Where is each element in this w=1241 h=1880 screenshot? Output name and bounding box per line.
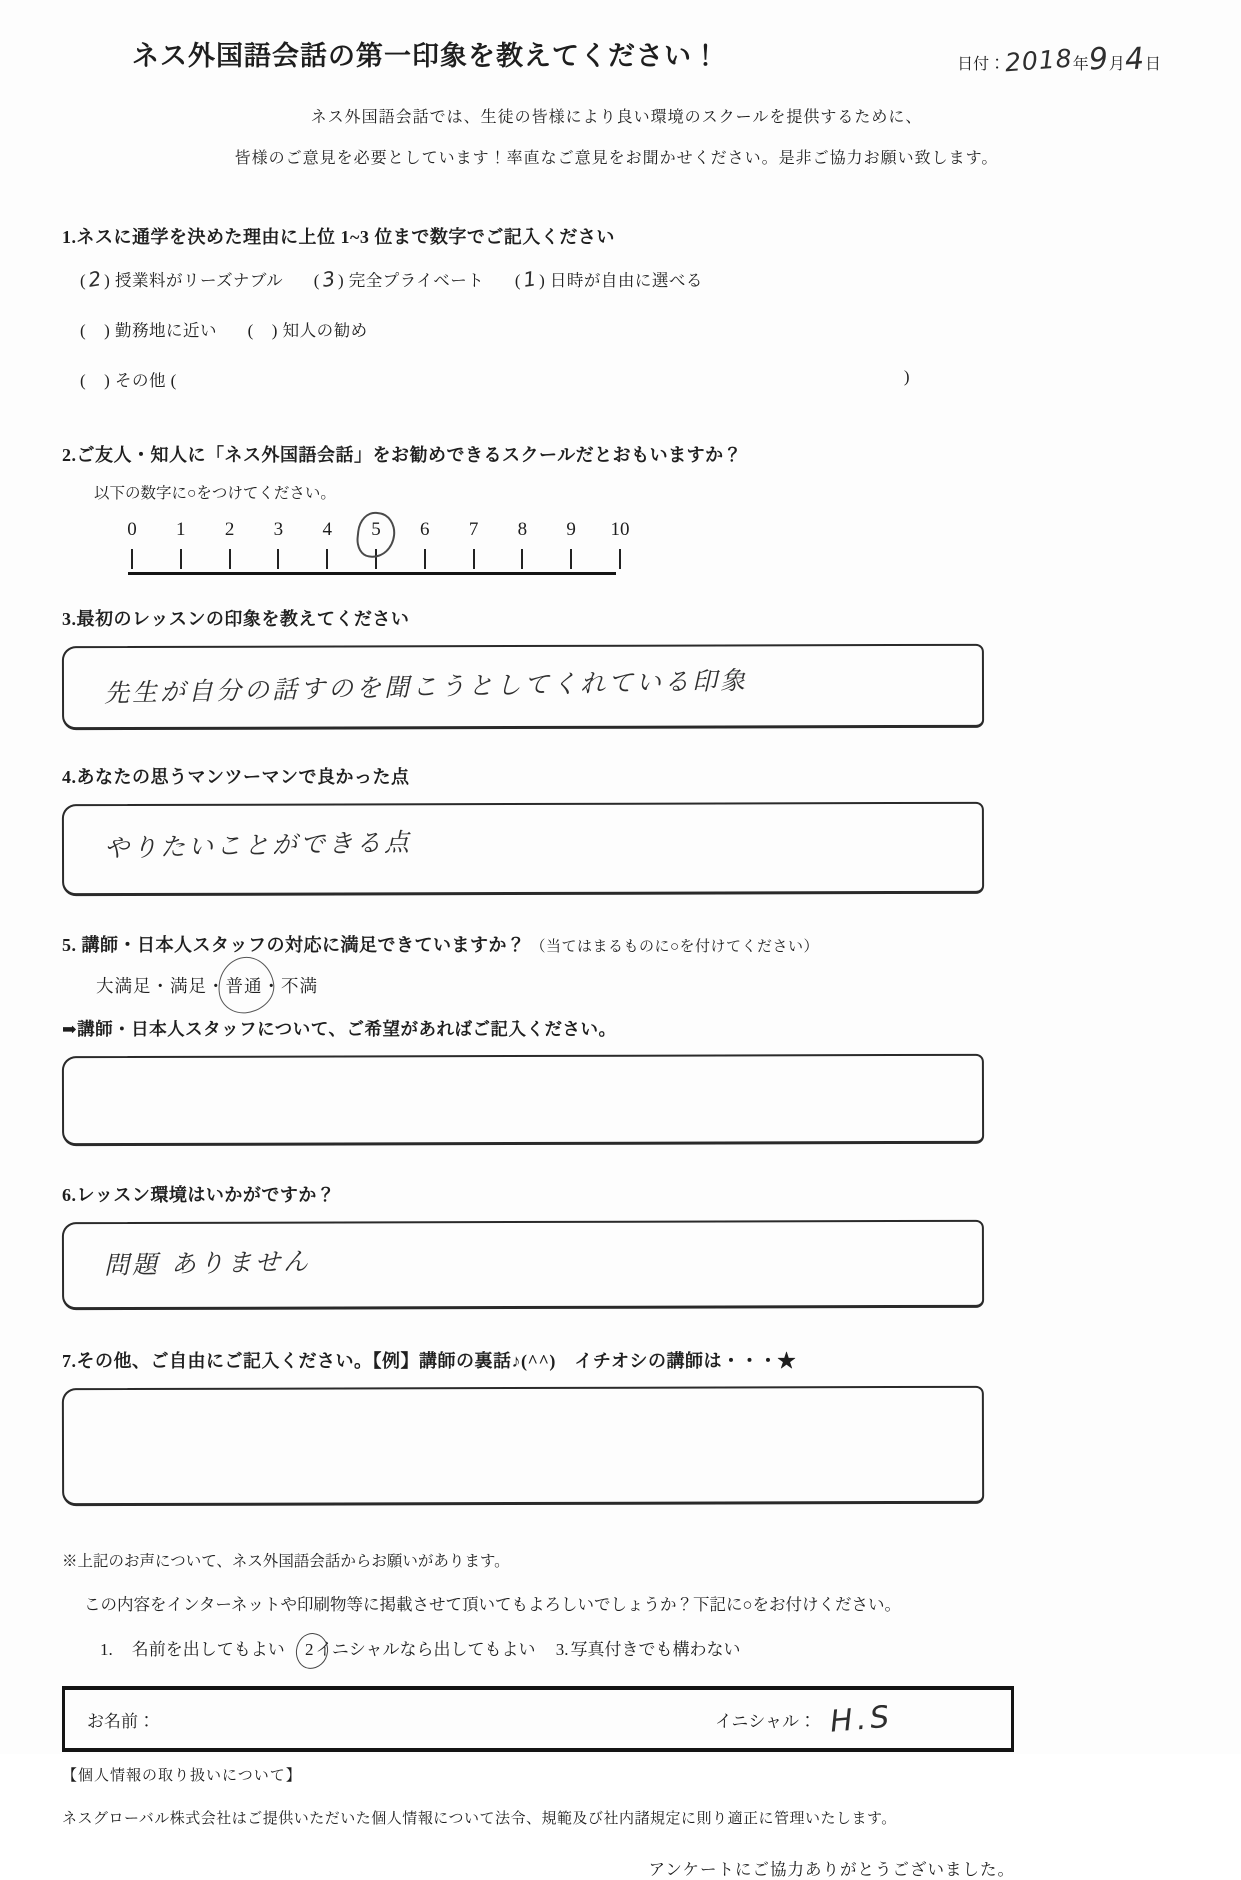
q2-instruction: 以下の数字に○をつけてください。	[94, 485, 336, 502]
scale-number: 8	[500, 519, 544, 569]
name-label: お名前：	[87, 1711, 155, 1731]
page-title: ネス外国語会話の第一印象を教えてください！	[132, 41, 720, 71]
q1-options-row-2	[80, 317, 1171, 341]
q1-other-blank	[177, 367, 904, 391]
q7-answer-box	[62, 1386, 984, 1506]
q1-title: 1.ネスに通学を決めた理由に上位 1~3 位まで数字でご記入ください	[62, 227, 615, 247]
privacy-heading: 【個人情報の取り扱いについて】	[62, 1768, 302, 1784]
scale-number: 10	[598, 519, 642, 569]
publication-question: この内容をインターネットや印刷物等に掲載させて頂いてもよろしいでしょうか？下記に○をお付けください。	[84, 1595, 901, 1614]
recommend-scale	[110, 519, 642, 575]
initial-field	[715, 1698, 895, 1740]
q1-option-private: (3) 完全プライベート	[313, 266, 485, 292]
publication-options	[98, 1635, 1171, 1660]
q3-answer-box	[62, 644, 984, 730]
question-4	[62, 763, 1171, 895]
q1-options-row-3: ( ) その他 ( )	[80, 367, 910, 390]
initial-handwritten: H.S	[828, 1698, 895, 1740]
q7-title: 7.その他、ご自由にご記入ください。【例】講師の裏話♪(^^) イチオシの講師は・・・★	[62, 1351, 797, 1371]
q1-rank-handwritten: 3	[320, 266, 338, 292]
q5-title-note: （当てはまるものに○を付けてください）	[530, 939, 820, 955]
date-field	[957, 34, 1161, 77]
question-5	[62, 931, 1171, 1145]
q1-option-referral: ( ) 知人の勧め	[247, 321, 368, 340]
question-2	[62, 441, 1171, 575]
q1-option-workplace: ( ) 勤務地に近い	[80, 321, 217, 340]
date-year-handwritten: 2018	[1004, 43, 1074, 78]
initial-label: イニシャル：	[715, 1711, 816, 1731]
scale-numbers	[110, 519, 642, 569]
date-year-suffix: 年	[1072, 56, 1089, 73]
pub-option-photo-ok: 3. 写真付きでも構わない	[555, 1640, 741, 1659]
scale-number: 2	[208, 519, 252, 569]
q1-options-row-1	[80, 267, 1171, 291]
date-day-suffix: 日	[1144, 56, 1161, 73]
q5-option: 大満足	[96, 976, 152, 996]
scale-number: 7	[452, 519, 496, 569]
q5-options: 大満足・満足・普通・不満	[96, 973, 1171, 998]
q3-handwritten-answer: 先生が自分の話すのを聞こうとしてくれている印象	[103, 665, 749, 708]
q2-title: 2.ご友人・知人に「ネス外国語会話」をお勧めできるスクールだとおもいますか？	[62, 445, 743, 465]
scale-number: 5	[354, 519, 398, 569]
date-day-handwritten: 4	[1123, 41, 1147, 78]
q5-option: 不満	[281, 976, 318, 996]
q1-rank-handwritten: 2	[86, 266, 104, 292]
date-label: 日付：	[957, 56, 1006, 73]
header	[62, 34, 1171, 77]
question-3	[62, 605, 1171, 729]
q4-answer-box	[62, 802, 984, 896]
thanks-message: アンケートにご協力ありがとうございました。	[648, 1860, 1015, 1879]
scale-number: 0	[110, 519, 154, 569]
q6-answer-box	[62, 1220, 984, 1310]
date-month-handwritten: 9	[1087, 41, 1111, 78]
date-month-suffix: 月	[1108, 56, 1125, 73]
publication-note: ※上記のお声について、ネス外国語会話からお願いがあります。	[62, 1553, 510, 1570]
intro-line-2: 皆様のご意見を必要としています！率直なご意見をお聞かせください。是非ご協力お願い致します。	[234, 150, 999, 167]
q3-title: 3.最初のレッスンの印象を教えてください	[62, 609, 410, 629]
q1-option-schedule: (1) 日時が自由に選べる	[514, 266, 703, 292]
intro-line-1: ネス外国語会話では、生徒の皆様により良い環境のスクールを提供するために、	[310, 109, 923, 126]
q6-handwritten-answer: 問題 ありません	[103, 1246, 312, 1280]
scale-number: 6	[403, 519, 447, 569]
question-1	[62, 223, 1171, 391]
name-box	[62, 1686, 1014, 1752]
q6-title: 6.レッスン環境はいかがですか？	[62, 1185, 336, 1205]
q5-answer-box	[62, 1054, 984, 1146]
q1-option-other: ( ) その他 (	[80, 371, 177, 390]
q1-option-price: (2) 授業料がリーズナブル	[80, 266, 284, 292]
scale-number: 4	[305, 519, 349, 569]
question-7	[62, 1347, 1171, 1505]
scale-number: 9	[549, 519, 593, 569]
q4-title: 4.あなたの思うマンツーマンで良かった点	[62, 767, 410, 787]
scale-number: 3	[256, 519, 300, 569]
q4-handwritten-answer: やりたいことができる点	[103, 827, 413, 863]
question-6	[62, 1181, 1171, 1309]
pub-option-initial-ok: 2 イニシャルなら出してもよい	[305, 1640, 536, 1659]
q5-title: 5. 講師・日本人スタッフの対応に満足できていますか？ （当てはまるものに○を付けてください）	[62, 935, 820, 955]
q5-option: 満足	[170, 976, 207, 996]
privacy-text: ネスグローバル株式会社はご提供いただいた個人情報について法令、規範及び社内諸規定に則り適正に管理いたします。	[62, 1811, 897, 1827]
q5-option: 普通	[226, 973, 263, 998]
scale-number: 1	[159, 519, 203, 569]
intro-text	[62, 97, 1171, 179]
q5-followup: ➡講師・日本人スタッフについて、ご希望があればご記入ください。	[62, 1019, 617, 1039]
q1-rank-handwritten: 1	[521, 266, 539, 292]
pub-option-name-ok: 1. 名前を出してもよい	[100, 1640, 285, 1659]
